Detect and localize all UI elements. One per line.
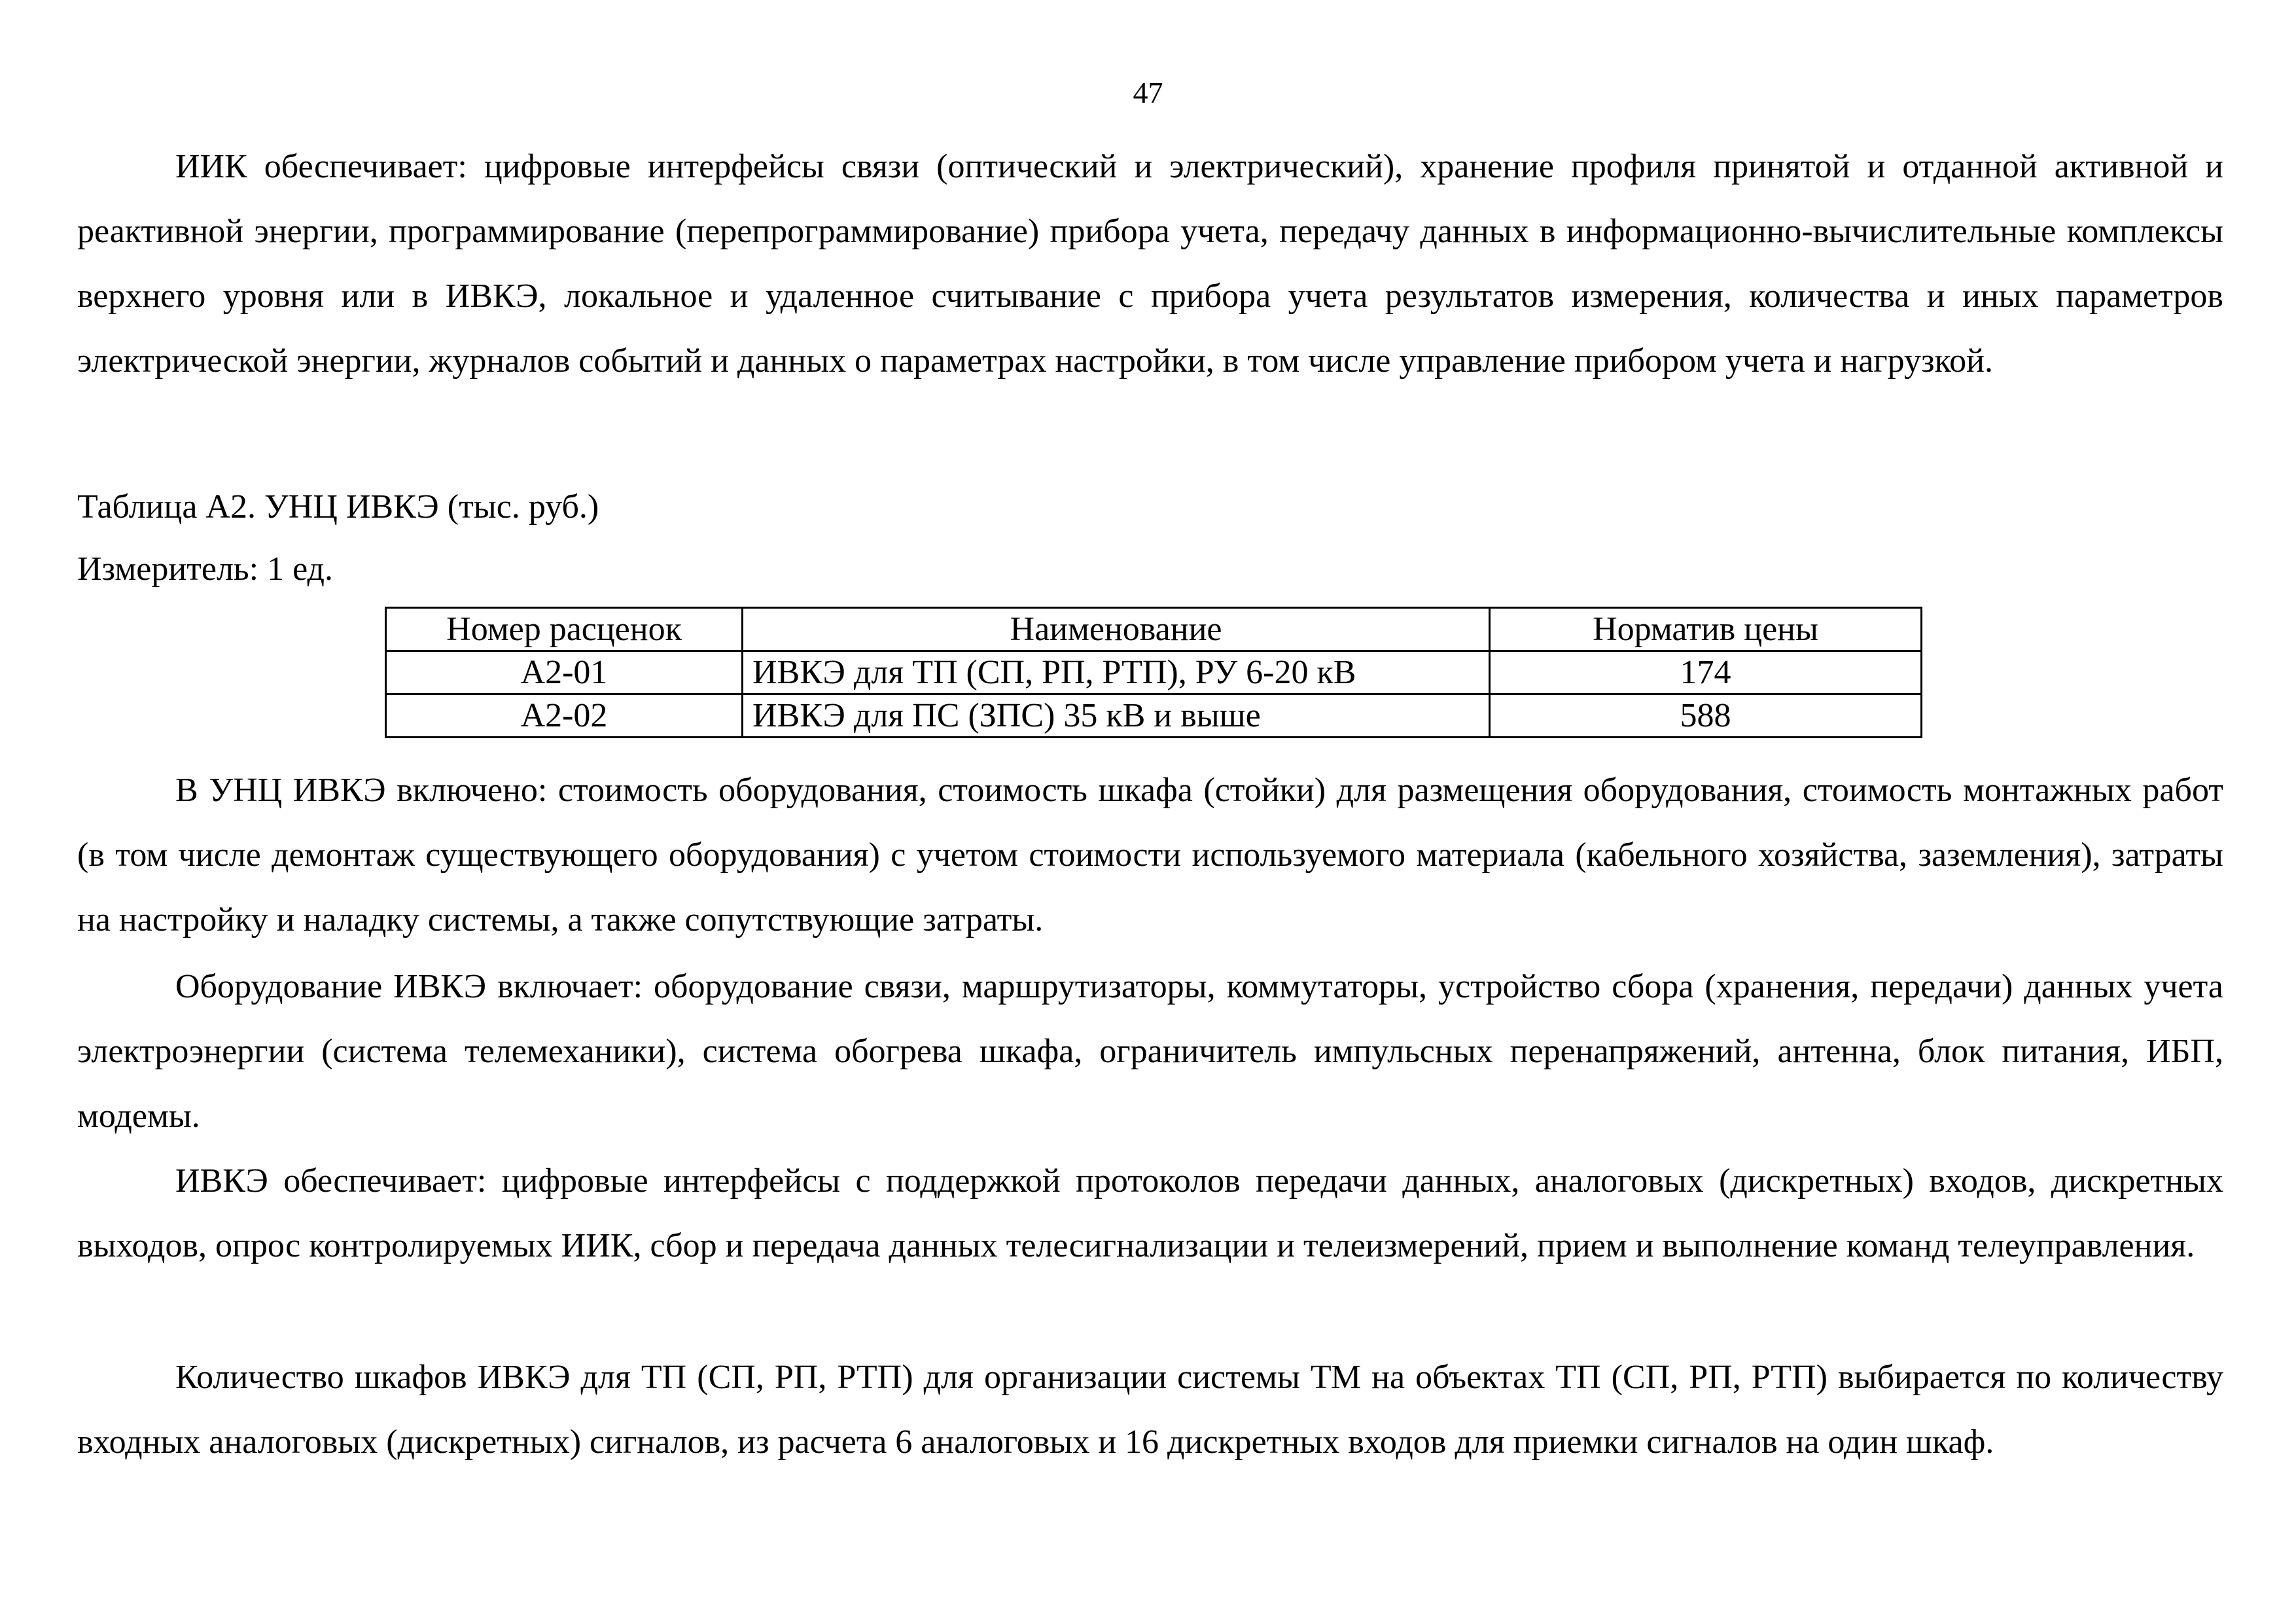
header-name: Наименование — [743, 608, 1490, 651]
table-header-row — [386, 608, 1922, 651]
row-price: 588 — [1490, 694, 1922, 738]
row-name: ИВКЭ для ТП (СП, РП, РТП), РУ 6-20 кВ — [743, 651, 1490, 694]
header-code: Номер расценок — [386, 608, 743, 651]
row-code: А2-01 — [386, 651, 743, 694]
rate-table — [385, 607, 1922, 738]
header-price: Норматив цены — [1490, 608, 1922, 651]
page-number: 47 — [1133, 76, 1163, 109]
paragraph-iik-provides: ИИК обеспечивает: цифровые интерфейсы связи (оптический и электрический), хранение профиля принятой и отданной активной и реактивной энергии, программирование (перепрограммирование) прибора учета, передачу данных в информационно-вычислительные комплексы верхнего уровня или в ИВКЭ, локальное и удаленное считывание с прибора учета результатов измерения, количества и иных параметров электрической энергии, журналов событий и данных о параметрах настройки, в том числе управление прибором учета и нагрузкой. — [77, 148, 2223, 380]
row-code: А2-02 — [386, 694, 743, 738]
table-caption: Таблица А2. УНЦ ИВКЭ (тыс. руб.) — [77, 488, 599, 526]
paragraph-cabinets: Количество шкафов ИВКЭ для ТП (СП, РП, РТП) для организации системы ТМ на объектах ТП (СП, РП, РТП) выбирается по количеству входных аналоговых (дискретных) сигналов, из расчета 6 аналоговых и 16 дискретных входов для приемки сигналов на один шкаф. — [77, 1359, 2223, 1461]
paragraph-ivke-provides: ИВКЭ обеспечивает: цифровые интерфейсы с поддержкой протоколов передачи данных, аналоговых (дискретных) входов, дискретных выходов, опрос контролируемых ИИК, сбор и передача данных телесигнализации и телеизмерений, прием и выполнение команд телеуправления. — [77, 1162, 2223, 1264]
table-row — [386, 694, 1922, 738]
paragraph-equipment: Оборудование ИВКЭ включает: оборудование связи, маршрутизаторы, коммутаторы, устройство сбора (хранения, передачи) данных учета электроэнергии (система телемеханики), система обогрева шкафа, ограничитель импульсных перенапряжений, антенна, блок питания, ИБП, модемы. — [77, 968, 2223, 1135]
row-price: 174 — [1490, 651, 1922, 694]
paragraph-included: В УНЦ ИВКЭ включено: стоимость оборудования, стоимость шкафа (стойки) для размещения оборудования, стоимость монтажных работ (в том числе демонтаж существующего оборудования) с учетом стоимости используемого материала (кабельного хозяйства, заземления), затраты на настройку и наладку системы, а также сопутствующие затраты. — [77, 772, 2223, 938]
row-name: ИВКЭ для ПС (ЗПС) 35 кВ и выше — [743, 694, 1490, 738]
table-row — [386, 651, 1922, 694]
table-unit: Измеритель: 1 ед. — [77, 550, 333, 588]
